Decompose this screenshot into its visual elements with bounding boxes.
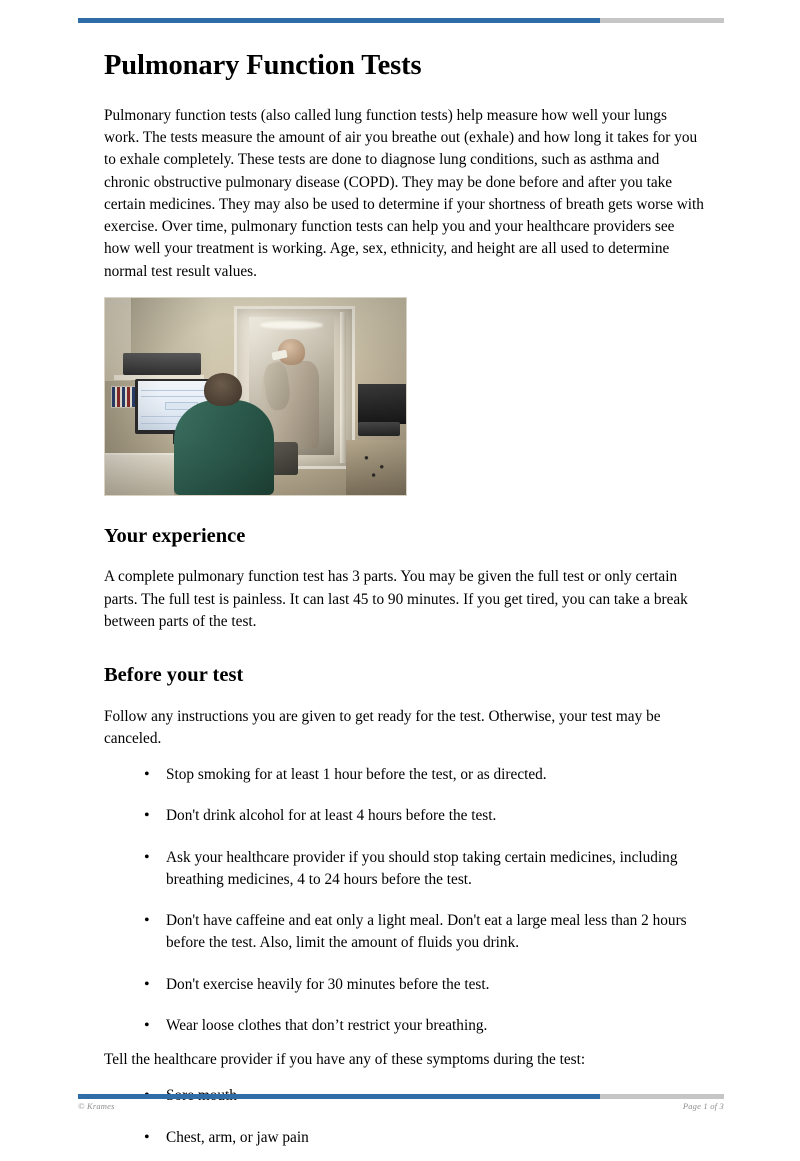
list-item: • Stop smoking for at least 1 hour before the test, or as directed. — [144, 764, 704, 786]
top-rule-blue-segment — [78, 18, 600, 23]
page-title: Pulmonary Function Tests — [104, 50, 422, 81]
footer-page-indicator: Page 1 of 3 — [682, 1101, 724, 1111]
section-heading-before-your-test: Before your test — [104, 664, 244, 687]
symptoms-intro-paragraph: Tell the healthcare provider if you have any of these symptoms during the test: — [104, 1051, 586, 1069]
list-item: • Ask your healthcare provider if you should stop taking certain medicines, including breathing medicines, 4 to 24 hours before the test. — [144, 847, 704, 892]
list-item: • Don't exercise heavily for 30 minutes before the test. — [144, 974, 704, 996]
footer-copyright: © Krames — [78, 1101, 115, 1111]
your-experience-paragraph: A complete pulmonary function test has 3 parts. You may be given the full test or only certain parts. The full test is painless. It can last 45 to 90 minutes. If you get tired, you can take a break between parts of the test. — [104, 568, 688, 630]
before-test-intro-paragraph: Follow any instructions you are given to get ready for the test. Otherwise, your test may be canceled. — [104, 707, 661, 747]
section-heading-your-experience: Your experience — [104, 524, 246, 547]
list-item: • Chest, arm, or jaw pain — [144, 1127, 704, 1149]
photo-vignette — [105, 298, 406, 495]
before-test-bullet-list — [104, 764, 704, 1037]
top-rule-gray-segment — [600, 18, 724, 23]
pulmonary-test-photo — [104, 297, 407, 496]
page-footer — [78, 1101, 724, 1111]
bottom-rule-blue-segment — [78, 1094, 600, 1099]
document-content — [104, 50, 704, 1161]
list-item: • Don't have caffeine and eat only a light meal. Don't eat a large meal less than 2 hours before the test. Also, limit the amount of fluids you drink. — [144, 910, 704, 955]
bottom-rule-gray-segment — [600, 1094, 724, 1099]
intro-paragraph: Pulmonary function tests (also called lung function tests) help measure how well your lungs work. The tests measure the amount of air you breathe out (exhale) and how long it takes for you to exhale completely. These tests are done to diagnose lung conditions, such as asthma and chronic obstructive pulmonary disease (COPD). They may be done before and after you take certain medicines. They may also be used to determine if your shortness of breath gets worse with exercise. Over time, pulmonary function tests can help you and your healthcare providers see how well your treatment is working. Age, sex, ethnicity, and height are all used to determine normal test result values. — [104, 106, 704, 280]
list-item: • Wear loose clothes that don’t restrict your breathing. — [144, 1015, 704, 1037]
bottom-divider-rule — [78, 1094, 724, 1099]
top-divider-rule — [78, 18, 724, 23]
list-item: • Don't drink alcohol for at least 4 hours before the test. — [144, 805, 704, 827]
